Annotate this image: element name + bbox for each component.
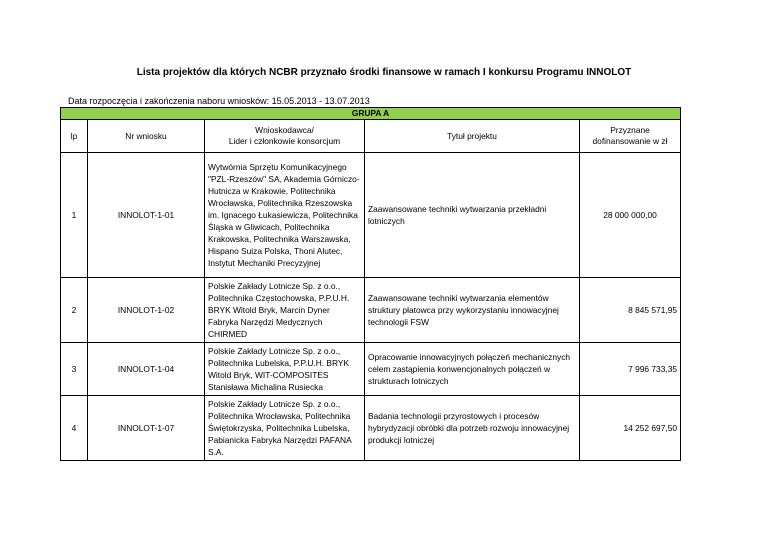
cell-title: Badania technologii przyrostowych i procesów hybrydyzacji obróbki dla potrzeb rozwoju innowacyjnej produkcji lotniczej [365,396,580,461]
header-applicant-text: Wnioskodawca/ Lider i członkowie konsorcjum [228,125,341,146]
header-applicant [205,120,365,153]
cell-title: Zaawansowane techniki wytwarzania przekładni lotniczych [365,153,580,278]
cell-nr: INNOLOT-1-07 [88,396,205,461]
cell-lp: 4 [61,396,88,461]
cell-lp: 1 [61,153,88,278]
cell-nr: INNOLOT-1-02 [88,278,205,343]
cell-applicant: Polskie Zakłady Lotnicze Sp. z o.o., Politechnika Częstochowska, P.P.U.H. BRYK Witold Bryk, Marcin Dyner Fabryka Narzędzi Medycznych CHIRMED [205,278,365,343]
cell-applicant: Polskie Zakłady Lotnicze Sp. z o.o., Politechnika Wrocławska, Politechnika Świętokrzyska, Politechnika Lubelska, Pabianicka Fabryka Narzędzi PAFANA S.A. [205,396,365,461]
group-label: GRUPA A [61,108,681,120]
cell-applicant: Wytwórnia Sprzętu Komunikacyjnego "PZL-Rzeszów" SA, Akademia Górniczo-Hutnicza w Krakowie, Politechnika Wrocławska, Politechnika Rzeszowska im. Ignacego Łukasiewicza, Politechnika Śląska w Gliwicach, Politechnika Krakowska, Politechnika Warszawska, Hispano Suiza Polska, Thoni Alutec, Instytut Mechaniki Precyzyjnej [205,153,365,278]
cell-applicant: Polskie Zakłady Lotnicze Sp. z o.o., Politechnika Lubelska, P.P.U.H. BRYK Witold Bryk, WIT-COMPOSITES Stanisława Michalina Rusiecka [205,343,365,396]
cell-nr: INNOLOT-1-01 [88,153,205,278]
application-dates: Data rozpoczęcia i zakończenia naboru wniosków: 15.05.2013 - 13.07.2013 [68,96,370,106]
cell-nr: INNOLOT-1-04 [88,343,205,396]
cell-lp: 3 [61,343,88,396]
header-amount-text: Przyznane dofinansowanie w zł [592,125,668,146]
cell-title: Opracowanie innowacyjnych połączeń mechanicznych celem zastąpienia konwencjonalnych połączeń w strukturach lotniczych [365,343,580,396]
header-row [61,120,681,153]
cell-amount: 8 845 571,95 [580,278,681,343]
projects-table [60,107,681,461]
document-title: Lista projektów dla których NCBR przyznało środki finansowe w ramach I konkursu Programu INNOLOT [136,67,632,78]
header-lp: lp [61,120,88,153]
table-row [61,278,681,343]
cell-title: Zaawansowane techniki wytwarzania elementów struktury płatowca przy wykorzystaniu innowacyjnej technologii FSW [365,278,580,343]
table-row [61,153,681,278]
cell-amount: 28 000 000,00 [580,153,681,278]
header-nr: Nr wniosku [88,120,205,153]
table-row [61,396,681,461]
group-row [61,108,681,120]
table-row [61,343,681,396]
cell-amount: 14 252 697,50 [580,396,681,461]
cell-amount: 7 996 733,35 [580,343,681,396]
cell-lp: 2 [61,278,88,343]
header-amount [580,120,681,153]
header-title: Tytuł projektu [365,120,580,153]
